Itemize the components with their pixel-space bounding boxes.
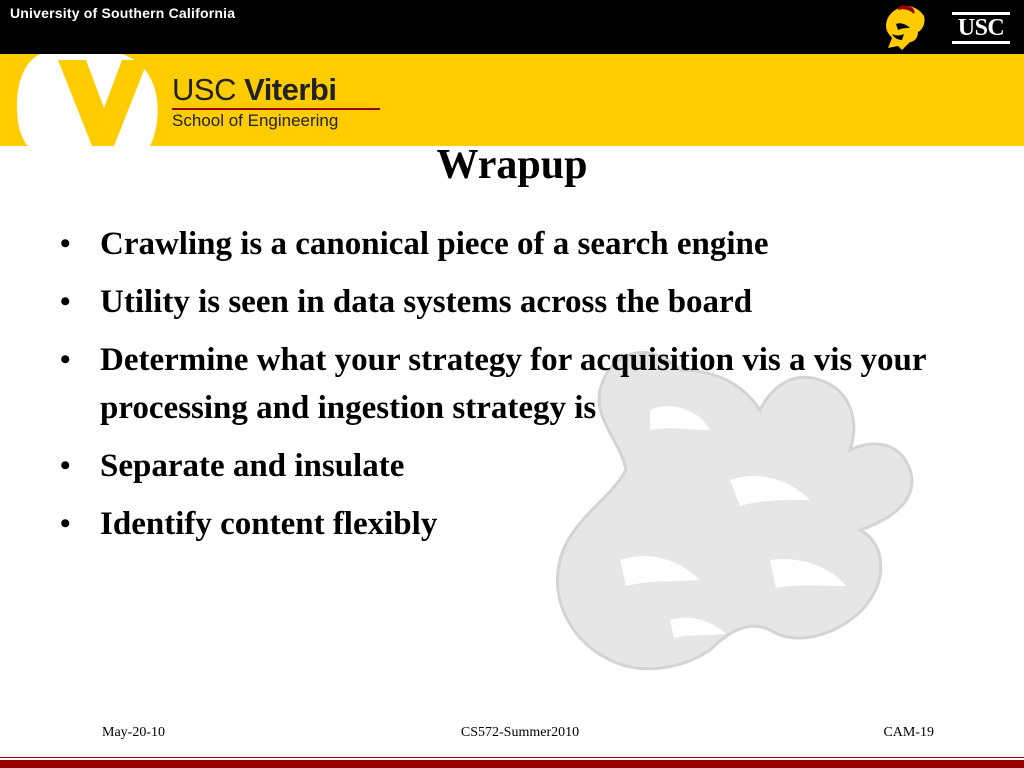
viterbi-name-text: Viterbi <box>244 72 337 107</box>
list-item <box>56 220 976 268</box>
viterbi-divider <box>172 108 380 110</box>
list-item <box>56 500 976 548</box>
footer-course: CS572-Summer2010 <box>460 725 580 740</box>
bullet-list <box>56 220 976 558</box>
list-item <box>56 336 976 432</box>
footer-divider <box>0 760 1024 768</box>
list-item <box>56 442 976 490</box>
bullet-symbol: • <box>60 227 71 260</box>
viterbi-usc-text: USC <box>172 72 236 107</box>
viterbi-school-logo <box>172 74 380 131</box>
bullet-text: Determine what your strategy for acquisition vis a vis your processing and ingestion strategy is <box>100 342 926 426</box>
footer-date: May-20-10 <box>102 725 165 740</box>
bullet-symbol: • <box>60 449 71 482</box>
university-name: University of Southern California <box>10 5 236 21</box>
trojan-head-logo-icon <box>876 2 930 52</box>
usc-wordmark: USC <box>952 12 1010 44</box>
bullet-text: Crawling is a canonical piece of a search engine <box>100 226 769 262</box>
school-banner <box>0 54 1024 146</box>
bullet-text: Utility is seen in data systems across the board <box>100 284 753 320</box>
school-of-engineering-text: School of Engineering <box>172 111 339 130</box>
bullet-symbol: • <box>60 285 71 318</box>
bullet-symbol: • <box>60 507 71 540</box>
bullet-text: Identify content flexibly <box>100 506 438 542</box>
university-header-bar <box>0 0 1024 54</box>
footer-page-number: CAM-19 <box>883 725 934 740</box>
slide-title: Wrapup <box>436 142 588 188</box>
list-item <box>56 278 976 326</box>
bullet-text: Separate and insulate <box>100 448 405 484</box>
bullet-symbol: • <box>60 343 71 376</box>
viterbi-v-logo-icon <box>0 54 170 146</box>
